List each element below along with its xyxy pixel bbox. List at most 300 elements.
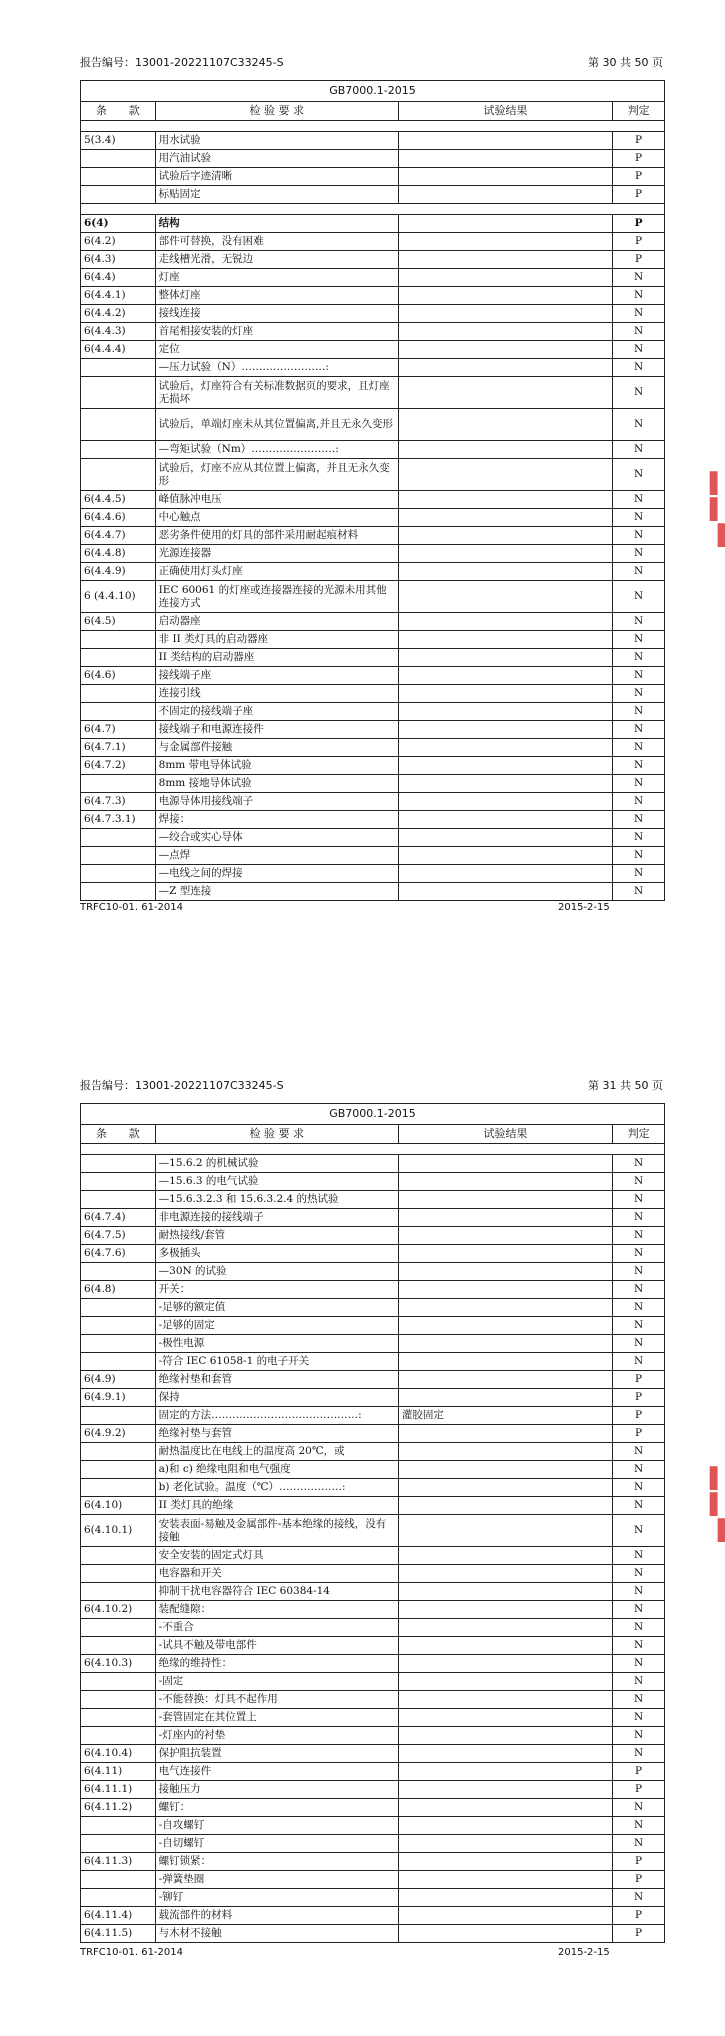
form-code: TRFC10-01. 61-2014 xyxy=(80,1947,183,1958)
verdict-cell: N xyxy=(613,757,665,775)
result-cell xyxy=(398,441,612,459)
table-row xyxy=(81,1281,665,1299)
red-stamp-fragment: ▌ ▌ ▐ xyxy=(710,1466,725,1542)
result-cell xyxy=(398,1353,612,1371)
result-cell xyxy=(398,649,612,667)
result-cell xyxy=(398,1655,612,1673)
verdict-cell: N xyxy=(613,1209,665,1227)
verdict-cell: P xyxy=(613,1389,665,1407)
verdict-cell: N xyxy=(613,829,665,847)
requirement-cell: 试验后字迹清晰 xyxy=(155,168,398,186)
verdict-cell: N xyxy=(613,581,665,613)
table-row xyxy=(81,703,665,721)
result-cell xyxy=(398,377,612,409)
requirement-cell: 抑制干扰电容器符合 IEC 60384-14 xyxy=(155,1583,398,1601)
verdict-cell: N xyxy=(613,649,665,667)
requirement-cell: 试验后，单端灯座未从其位置偏离,并且无永久变形 xyxy=(155,409,398,441)
table-row xyxy=(81,168,665,186)
requirement-cell: —15.6.3 的电气试验 xyxy=(155,1173,398,1191)
clause-cell: 6(4.7.1) xyxy=(81,739,156,757)
verdict-cell: N xyxy=(613,1691,665,1709)
requirement-cell: 固定的方法……………………………………: xyxy=(155,1407,398,1425)
result-cell xyxy=(398,168,612,186)
verdict-cell: N xyxy=(613,1709,665,1727)
clause-cell: 6(4.7.6) xyxy=(81,1245,156,1263)
verdict-cell: P xyxy=(613,233,665,251)
requirement-cell: a)和 c) 绝缘电阻和电气强度 xyxy=(155,1461,398,1479)
verdict-cell: N xyxy=(613,1335,665,1353)
result-cell xyxy=(398,1245,612,1263)
result-cell xyxy=(398,581,612,613)
table-row xyxy=(81,215,665,233)
requirement-cell: 绝缘衬垫和套管 xyxy=(155,1371,398,1389)
clause-cell xyxy=(81,1619,156,1637)
requirement-cell: 电源导体用接线端子 xyxy=(155,793,398,811)
clause-cell xyxy=(81,829,156,847)
verdict-cell: N xyxy=(613,459,665,491)
verdict-cell: N xyxy=(613,1889,665,1907)
requirement-cell: 不固定的接线端子座 xyxy=(155,703,398,721)
requirement-cell: 试验后，灯座不应从其位置上偏离，并且无永久变形 xyxy=(155,459,398,491)
clause-cell: 6(4.7.4) xyxy=(81,1209,156,1227)
result-cell xyxy=(398,1817,612,1835)
requirement-cell: 安全安装的固定式灯具 xyxy=(155,1547,398,1565)
verdict-cell: N xyxy=(613,1281,665,1299)
clause-cell xyxy=(81,1691,156,1709)
table-row xyxy=(81,685,665,703)
verdict-cell: N xyxy=(613,377,665,409)
requirement-cell: -自切螺钉 xyxy=(155,1835,398,1853)
requirement-cell: 电气连接件 xyxy=(155,1763,398,1781)
result-cell xyxy=(398,1479,612,1497)
clause-cell: 6(4.9) xyxy=(81,1371,156,1389)
table-row xyxy=(81,581,665,613)
table-row xyxy=(81,1515,665,1547)
red-stamp-fragment: ▌ ▌ ▐ xyxy=(710,471,725,547)
requirement-cell: 接触压力 xyxy=(155,1781,398,1799)
clause-cell xyxy=(81,1299,156,1317)
requirement-cell: 与木材不接触 xyxy=(155,1925,398,1943)
clause-cell xyxy=(81,883,156,901)
clause-cell xyxy=(81,775,156,793)
requirement-cell: 耐热接线/套管 xyxy=(155,1227,398,1245)
requirement-cell: 接线端子和电源连接件 xyxy=(155,721,398,739)
report-number: 报告编号：13001-20221107C33245-S xyxy=(80,1079,284,1092)
clause-cell: 6(4.4.6) xyxy=(81,509,156,527)
table-row xyxy=(81,1835,665,1853)
table-row xyxy=(81,1299,665,1317)
clause-cell xyxy=(81,1443,156,1461)
requirement-cell: —绞合或实心导体 xyxy=(155,829,398,847)
clause-cell: 6(4.7.3.1) xyxy=(81,811,156,829)
verdict-cell: N xyxy=(613,1497,665,1515)
clause-cell xyxy=(81,703,156,721)
table-row xyxy=(81,1601,665,1619)
verdict-cell: N xyxy=(613,1601,665,1619)
verdict-cell: N xyxy=(613,1835,665,1853)
clause-cell: 6(4.10.1) xyxy=(81,1515,156,1547)
form-date: 2015-2-15 xyxy=(558,902,610,913)
verdict-cell: N xyxy=(613,739,665,757)
clause-cell: 6(4.11.5) xyxy=(81,1925,156,1943)
table-row xyxy=(81,1155,665,1173)
result-cell xyxy=(398,1835,612,1853)
clause-cell: 6(4.6) xyxy=(81,667,156,685)
table-row xyxy=(81,721,665,739)
verdict-cell: N xyxy=(613,1745,665,1763)
result-cell xyxy=(398,323,612,341)
result-cell xyxy=(398,1925,612,1943)
clause-cell xyxy=(81,865,156,883)
form-code: TRFC10-01. 61-2014 xyxy=(80,902,183,913)
result-cell xyxy=(398,793,612,811)
table-row xyxy=(81,1191,665,1209)
table-row xyxy=(81,1335,665,1353)
verdict-cell: N xyxy=(613,1173,665,1191)
requirement-cell: 与金属部件接触 xyxy=(155,739,398,757)
requirement-cell: 走线槽光滑，无锐边 xyxy=(155,251,398,269)
table-row xyxy=(81,1547,665,1565)
clause-cell xyxy=(81,1727,156,1745)
requirement-cell: 正确使用灯头灯座 xyxy=(155,563,398,581)
verdict-cell: N xyxy=(613,359,665,377)
verdict-cell: N xyxy=(613,685,665,703)
requirement-cell: 用水试验 xyxy=(155,132,398,150)
table-row xyxy=(81,649,665,667)
clause-cell xyxy=(81,1479,156,1497)
table-row xyxy=(81,829,665,847)
result-cell xyxy=(398,1781,612,1799)
verdict-cell: N xyxy=(613,1727,665,1745)
requirement-cell: -固定 xyxy=(155,1673,398,1691)
table-row xyxy=(81,1263,665,1281)
verdict-cell: N xyxy=(613,527,665,545)
verdict-cell: N xyxy=(613,1263,665,1281)
requirement-cell: —点焊 xyxy=(155,847,398,865)
result-cell xyxy=(398,1691,612,1709)
verdict-cell: N xyxy=(613,441,665,459)
table-row xyxy=(81,1317,665,1335)
requirement-cell: 保护阻抗装置 xyxy=(155,1745,398,1763)
requirement-cell: II 类结构的启动器座 xyxy=(155,649,398,667)
result-cell xyxy=(398,359,612,377)
requirement-cell: 用汽油试验 xyxy=(155,150,398,168)
clause-cell: 6(4.4) xyxy=(81,269,156,287)
verdict-cell: P xyxy=(613,215,665,233)
result-cell xyxy=(398,1853,612,1871)
requirement-cell: 结构 xyxy=(155,215,398,233)
clause-cell: 6(4.4.7) xyxy=(81,527,156,545)
clause-cell xyxy=(81,409,156,441)
clause-cell: 6(4.4.9) xyxy=(81,563,156,581)
table-row xyxy=(81,865,665,883)
clause-cell: 6(4.9.2) xyxy=(81,1425,156,1443)
table-row xyxy=(81,1245,665,1263)
clause-cell xyxy=(81,150,156,168)
verdict-cell: N xyxy=(613,1547,665,1565)
table-row xyxy=(81,251,665,269)
verdict-cell: N xyxy=(613,811,665,829)
clause-cell xyxy=(81,1173,156,1191)
clause-cell xyxy=(81,685,156,703)
requirement-cell: —电线之间的焊接 xyxy=(155,865,398,883)
verdict-cell: P xyxy=(613,132,665,150)
result-cell xyxy=(398,1425,612,1443)
result-cell xyxy=(398,287,612,305)
clause-cell xyxy=(81,1353,156,1371)
verdict-cell: N xyxy=(613,1191,665,1209)
requirement-cell: —15.6.3.2.3 和 15.6.3.2.4 的热试验 xyxy=(155,1191,398,1209)
clause-cell: 6(4.8) xyxy=(81,1281,156,1299)
result-cell xyxy=(398,1281,612,1299)
report-number: 报告编号：13001-20221107C33245-S xyxy=(80,56,284,69)
verdict-cell: N xyxy=(613,1817,665,1835)
table-row xyxy=(81,739,665,757)
page-number: 第 30 共 50 页 xyxy=(588,56,663,69)
result-cell xyxy=(398,1497,612,1515)
result-cell xyxy=(398,1637,612,1655)
table-row xyxy=(81,132,665,150)
result-cell xyxy=(398,150,612,168)
clause-cell xyxy=(81,847,156,865)
result-cell xyxy=(398,1709,612,1727)
result-cell xyxy=(398,1191,612,1209)
verdict-cell: N xyxy=(613,1799,665,1817)
verdict-cell: P xyxy=(613,1763,665,1781)
result-cell xyxy=(398,1299,612,1317)
result-cell xyxy=(398,721,612,739)
verdict-cell: P xyxy=(613,1407,665,1425)
result-cell xyxy=(398,545,612,563)
verdict-cell: P xyxy=(613,168,665,186)
requirement-cell: 绝缘的维持性： xyxy=(155,1655,398,1673)
clause-cell: 6(4.10.2) xyxy=(81,1601,156,1619)
result-cell xyxy=(398,491,612,509)
result-cell xyxy=(398,305,612,323)
table-row xyxy=(81,1371,665,1389)
requirement-cell: 载流部件的材料 xyxy=(155,1907,398,1925)
clause-cell xyxy=(81,186,156,204)
result-cell xyxy=(398,1155,612,1173)
result-cell xyxy=(398,775,612,793)
requirement-cell: 螺钉锁紧： xyxy=(155,1853,398,1871)
result-cell xyxy=(398,186,612,204)
result-cell xyxy=(398,811,612,829)
verdict-cell: P xyxy=(613,150,665,168)
result-cell xyxy=(398,1727,612,1745)
result-cell xyxy=(398,1673,612,1691)
clause-cell: 6(4.10) xyxy=(81,1497,156,1515)
result-cell xyxy=(398,1443,612,1461)
result-cell xyxy=(398,251,612,269)
table-row xyxy=(81,305,665,323)
table-row xyxy=(81,527,665,545)
table-row xyxy=(81,1871,665,1889)
requirement-cell: 灯座 xyxy=(155,269,398,287)
table-row xyxy=(81,233,665,251)
table-row xyxy=(81,1817,665,1835)
clause-cell: 6(4.10.3) xyxy=(81,1655,156,1673)
table-row xyxy=(81,1673,665,1691)
requirement-cell: II 类灯具的绝缘 xyxy=(155,1497,398,1515)
table-row xyxy=(81,613,665,631)
requirement-cell: -铆钉 xyxy=(155,1889,398,1907)
requirement-cell: 峰值脉冲电压 xyxy=(155,491,398,509)
requirement-cell: 焊接： xyxy=(155,811,398,829)
clause-cell xyxy=(81,1889,156,1907)
clause-cell xyxy=(81,1835,156,1853)
table-row xyxy=(81,150,665,168)
verdict-cell: N xyxy=(613,1227,665,1245)
table-row xyxy=(81,1763,665,1781)
requirement-cell: -足够的额定值 xyxy=(155,1299,398,1317)
clause-cell: 6(4.10.4) xyxy=(81,1745,156,1763)
result-cell xyxy=(398,829,612,847)
result-cell xyxy=(398,509,612,527)
clause-cell xyxy=(81,1565,156,1583)
clause-cell xyxy=(81,1461,156,1479)
column-header-requirement: 检 验 要 求 xyxy=(155,102,398,121)
requirement-cell: 光源连接器 xyxy=(155,545,398,563)
table-row xyxy=(81,409,665,441)
verdict-cell: P xyxy=(613,1871,665,1889)
requirement-cell: 定位 xyxy=(155,341,398,359)
verdict-cell: N xyxy=(613,1461,665,1479)
result-cell xyxy=(398,1209,612,1227)
table-row xyxy=(81,775,665,793)
requirement-cell: 开关： xyxy=(155,1281,398,1299)
clause-cell: 6(4.11.3) xyxy=(81,1853,156,1871)
page-number: 第 31 共 50 页 xyxy=(588,1079,663,1092)
clause-cell xyxy=(81,377,156,409)
requirement-cell: -套管固定在其位置上 xyxy=(155,1709,398,1727)
requirement-cell: —压力试验（N）……………………: xyxy=(155,359,398,377)
result-cell xyxy=(398,1335,612,1353)
table-row xyxy=(81,1709,665,1727)
table-row xyxy=(81,1727,665,1745)
result-cell xyxy=(398,459,612,491)
verdict-cell: N xyxy=(613,613,665,631)
requirement-cell: 耐热温度比在电线上的温度高 20℃，或 xyxy=(155,1443,398,1461)
table-row xyxy=(81,323,665,341)
verdict-cell: N xyxy=(613,1245,665,1263)
table-row xyxy=(81,1691,665,1709)
inspection-table xyxy=(80,1103,665,1943)
result-cell xyxy=(398,1389,612,1407)
table-row xyxy=(81,1583,665,1601)
verdict-cell: N xyxy=(613,287,665,305)
table-row xyxy=(81,1889,665,1907)
requirement-cell: 整体灯座 xyxy=(155,287,398,305)
result-cell xyxy=(398,527,612,545)
result-cell xyxy=(398,757,612,775)
verdict-cell: N xyxy=(613,793,665,811)
requirement-cell: 安装表面-易触及金属部件-基本绝缘的接线，没有接触 xyxy=(155,1515,398,1547)
verdict-cell: N xyxy=(613,703,665,721)
table-row xyxy=(81,1227,665,1245)
verdict-cell: N xyxy=(613,341,665,359)
clause-cell: 6(4.2) xyxy=(81,233,156,251)
result-cell xyxy=(398,1763,612,1781)
requirement-cell: 接线端子座 xyxy=(155,667,398,685)
requirement-cell: b) 老化试验。温度（℃）………………: xyxy=(155,1479,398,1497)
result-cell xyxy=(398,613,612,631)
requirement-cell: 部件可替换，没有困难 xyxy=(155,233,398,251)
requirement-cell: 绝缘衬垫与套管 xyxy=(155,1425,398,1443)
clause-cell: 6(4.4.4) xyxy=(81,341,156,359)
table-row xyxy=(81,459,665,491)
result-cell: 灌胶固定 xyxy=(398,1407,612,1425)
requirement-cell: -不能替换：灯具不起作用 xyxy=(155,1691,398,1709)
column-header-requirement: 检 验 要 求 xyxy=(155,1125,398,1144)
verdict-cell: N xyxy=(613,865,665,883)
verdict-cell: N xyxy=(613,721,665,739)
table-row xyxy=(81,1637,665,1655)
table-row xyxy=(81,847,665,865)
table-row xyxy=(81,186,665,204)
table-row xyxy=(81,1799,665,1817)
verdict-cell: P xyxy=(613,1925,665,1943)
clause-cell xyxy=(81,1637,156,1655)
table-row xyxy=(81,1425,665,1443)
table-row xyxy=(81,359,665,377)
standard-title: GB7000.1-2015 xyxy=(81,81,665,102)
clause-cell xyxy=(81,1263,156,1281)
clause-cell: 6(4.7) xyxy=(81,721,156,739)
verdict-cell: N xyxy=(613,1317,665,1335)
clause-cell: 6(4.4.2) xyxy=(81,305,156,323)
requirement-cell: -自攻螺钉 xyxy=(155,1817,398,1835)
requirement-cell: 装配缝隙： xyxy=(155,1601,398,1619)
clause-cell xyxy=(81,359,156,377)
result-cell xyxy=(398,847,612,865)
requirement-cell: -灯座内的衬垫 xyxy=(155,1727,398,1745)
table-row xyxy=(81,811,665,829)
result-cell xyxy=(398,1871,612,1889)
requirement-cell: 标贴固定 xyxy=(155,186,398,204)
table-row xyxy=(81,1655,665,1673)
clause-cell: 6(4.4.5) xyxy=(81,491,156,509)
requirement-cell: —15.6.2 的机械试验 xyxy=(155,1155,398,1173)
result-cell xyxy=(398,739,612,757)
result-cell xyxy=(398,883,612,901)
requirement-cell: 螺钉： xyxy=(155,1799,398,1817)
result-cell xyxy=(398,1565,612,1583)
clause-cell: 6(4) xyxy=(81,215,156,233)
result-cell xyxy=(398,269,612,287)
clause-cell: 6(4.9.1) xyxy=(81,1389,156,1407)
clause-cell: 6(4.11.4) xyxy=(81,1907,156,1925)
standard-title: GB7000.1-2015 xyxy=(81,1104,665,1125)
result-cell xyxy=(398,341,612,359)
verdict-cell: N xyxy=(613,667,665,685)
table-row xyxy=(81,269,665,287)
clause-cell xyxy=(81,459,156,491)
requirement-cell: 保持 xyxy=(155,1389,398,1407)
requirement-cell: 接线连接 xyxy=(155,305,398,323)
requirement-cell: -极性电源 xyxy=(155,1335,398,1353)
requirement-cell: 恶劣条件使用的灯具的部件采用耐起痕材料 xyxy=(155,527,398,545)
requirement-cell: -弹簧垫圈 xyxy=(155,1871,398,1889)
clause-cell: 6(4.7.3) xyxy=(81,793,156,811)
table-row xyxy=(81,1745,665,1763)
requirement-cell: -足够的固定 xyxy=(155,1317,398,1335)
requirement-cell: -符合 IEC 61058-1 的电子开关 xyxy=(155,1353,398,1371)
verdict-cell: P xyxy=(613,1781,665,1799)
requirement-cell: 连接引线 xyxy=(155,685,398,703)
result-cell xyxy=(398,667,612,685)
verdict-cell: N xyxy=(613,1443,665,1461)
